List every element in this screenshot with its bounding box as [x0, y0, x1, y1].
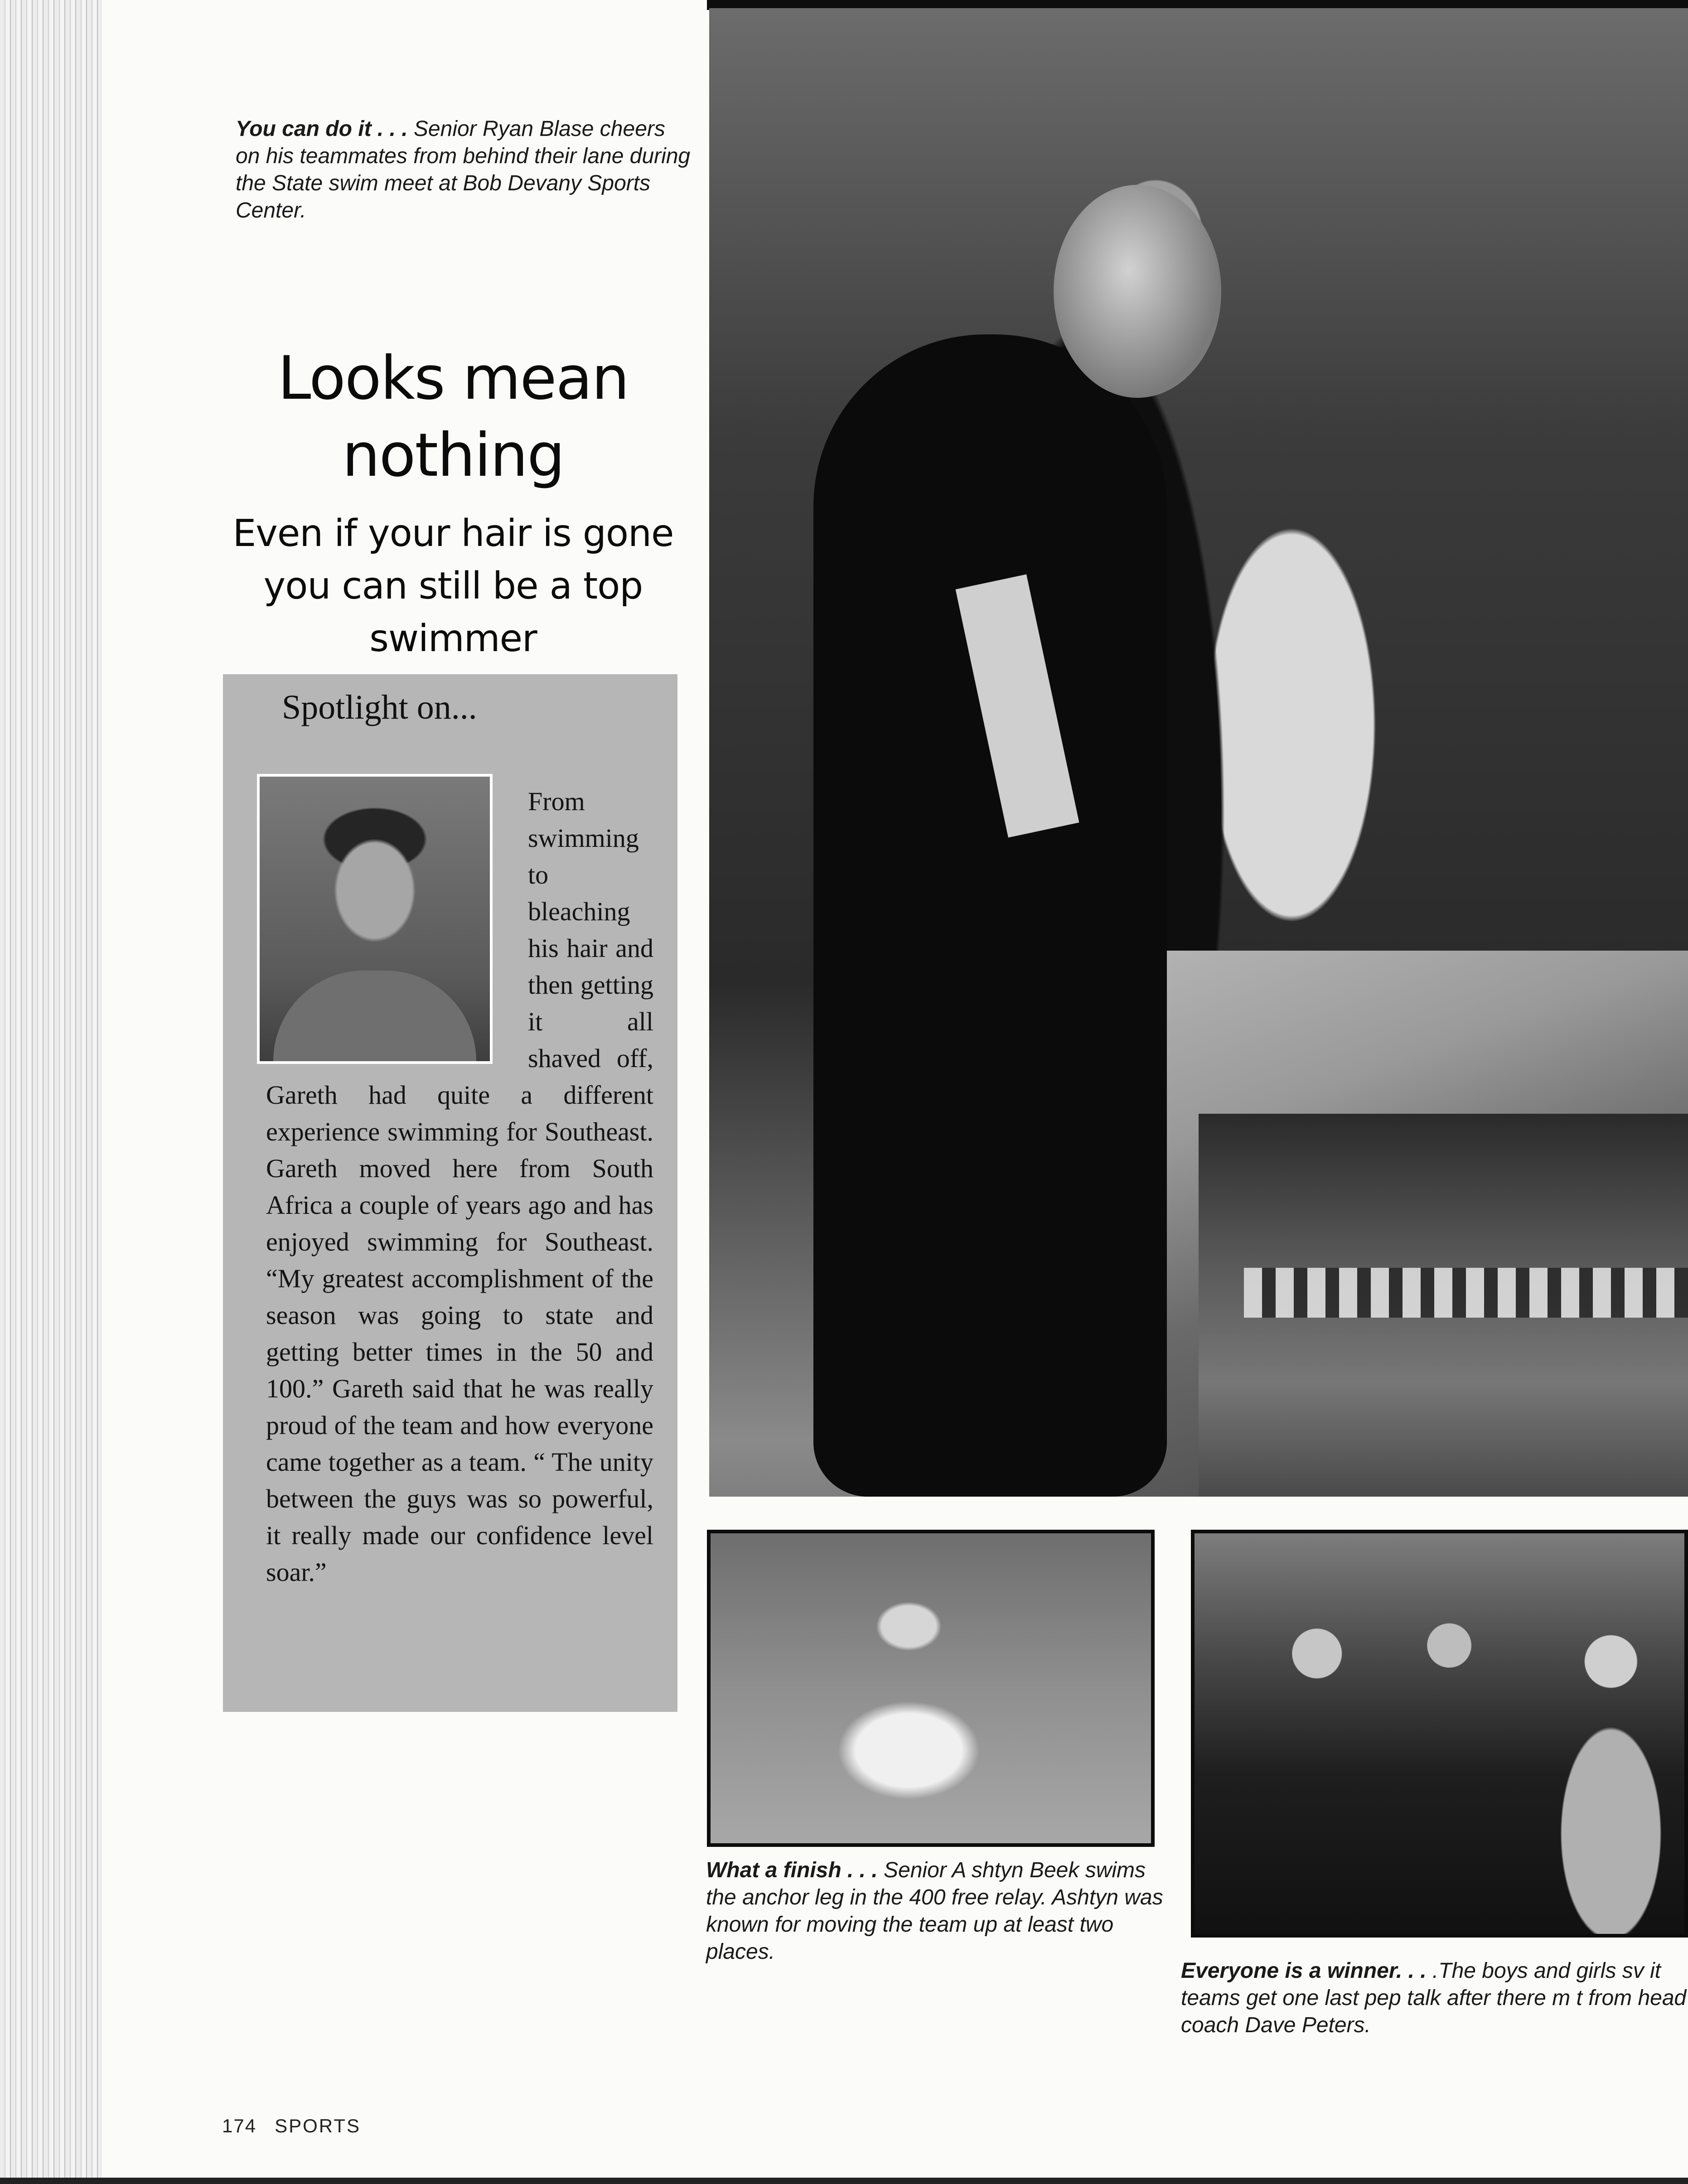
main-photo-swim-meet	[709, 8, 1688, 1497]
section-name: SPORTS	[275, 2115, 361, 2136]
caption-finish-text: Senior A shtyn Beek swims the anchor leg in the 400 free relay. Ashtyn was known for moving the team up at least two places.	[706, 1858, 1163, 1964]
caption-top-text: Senior Ryan Blase cheers on his teammates from behind their lane during the State swim meet at Bob Devany Sports Center.	[236, 117, 691, 222]
spotlight-title: Spotlight on...	[282, 688, 477, 726]
spotlight-body-text: From swimming to bleaching his hair and then getting it all shaved off, Gareth had quite a different experience swimming for Southeast. Gareth moved here from South Africa a couple of years ago and has enjoyed swimming for Southeast. “My greatest accomplishment of the season was going to state and getting better times in the 50 and 100.” Gareth said that he was really proud of the team and how everyone came together as a team. “ The unity between the guys was so powerful, it really made our confidence level soar.”	[266, 787, 653, 1587]
subheadline: Even if your hair is gone you can still be a top swimmer	[232, 512, 674, 660]
book-binding-edge	[0, 0, 102, 2184]
caption-finish	[706, 1857, 1164, 1966]
headline-line2: nothing	[342, 420, 564, 490]
caption-winner	[1181, 1957, 1688, 2039]
bottom-edge	[0, 2178, 1688, 2184]
swimmer-head	[1054, 185, 1221, 398]
headline	[222, 340, 684, 494]
caption-winner-text: .The boys and girls sv it teams get one last pep talk after there m t from head coach Dave Peters.	[1181, 1959, 1687, 2037]
team-pep-talk-photo	[1191, 1530, 1688, 1938]
page-number: 174	[222, 2115, 257, 2136]
spotlight-body	[266, 783, 653, 1590]
spotlight-box	[223, 674, 677, 1712]
caption-top-lead: You can do it . . .	[236, 117, 408, 141]
headline-line1: Looks mean	[277, 343, 629, 413]
caption-winner-lead: Everyone is a winner. . .	[1181, 1959, 1427, 1983]
swimmer-finish-photo	[707, 1530, 1155, 1847]
page-folio	[222, 2115, 361, 2137]
caption-finish-lead: What a finish . . .	[706, 1858, 878, 1882]
caption-top	[236, 116, 693, 224]
swimmer-figure	[813, 334, 1167, 1497]
lane-rope	[1244, 1268, 1688, 1318]
portrait-spacer	[266, 783, 528, 1073]
